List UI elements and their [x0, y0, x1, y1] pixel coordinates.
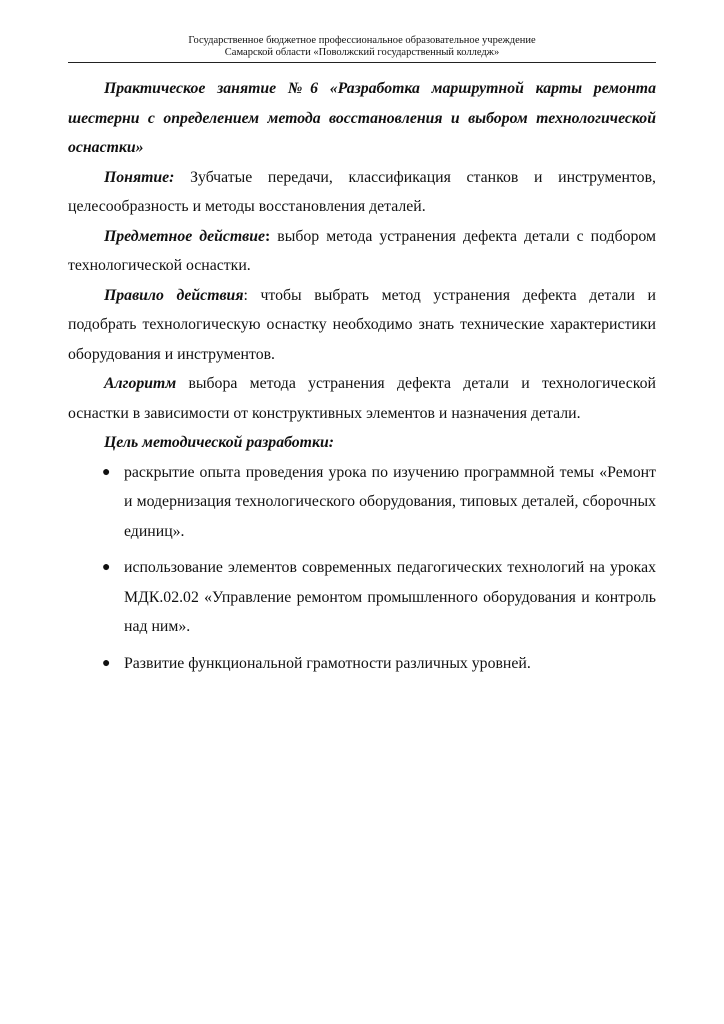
concept-label: Понятие: — [104, 168, 175, 186]
bullet-icon: ● — [102, 655, 111, 671]
list-item — [68, 458, 656, 547]
page-header — [68, 35, 656, 59]
goal-item-text: раскрытие опыта проведения урока по изучению программной темы «Ремонт и модернизация технологического оборудования, типовых деталей, сборочных единиц». — [124, 463, 656, 540]
action-rule-text: : чтобы выбрать метод устранения дефекта детали и подобрать технологическую оснастку необходимо знать технические характеристики оборудования и инструментов. — [68, 286, 656, 363]
header-divider — [68, 62, 656, 63]
subject-action-label: Предметное действие — [104, 227, 266, 245]
goal-heading: Цель методической разработки: — [104, 434, 335, 451]
algorithm-label: Алгоритм — [104, 375, 177, 392]
subject-action-text: выбор метода устранения дефекта детали с подбором технологической оснастки. — [68, 227, 657, 274]
list-item — [68, 553, 656, 642]
header-line-1: Государственное бюджетное профессиональное образовательное учреждение — [188, 35, 536, 46]
algorithm-text: выбора метода устранения дефекта детали и технологической оснастки в зависимости от конструктивных элементов и назначения детали. — [68, 375, 656, 422]
lesson-title: Практическое занятие №6 «Разработка маршрутной карты ремонта шестерни с определением метода восстановления и выбором технологической оснастки» — [68, 80, 656, 156]
goal-item-text: Развитие функциональной грамотности различных уровней. — [124, 654, 531, 672]
concept-text: Зубчатые передачи, классификация станков и инструментов, целесообразность и методы восстановления деталей. — [68, 168, 656, 215]
action-rule-paragraph — [68, 281, 656, 370]
algorithm-paragraph — [68, 369, 656, 428]
bullet-icon: ● — [102, 464, 111, 480]
list-item — [68, 649, 656, 679]
concept-paragraph — [68, 163, 656, 222]
goal-item-text: использование элементов современных педагогических технологий на уроках МДК.02.02 «Управление ремонтом промышленного оборудования и контроль над ним». — [124, 559, 656, 635]
subject-action-paragraph — [68, 222, 656, 281]
document-body — [68, 74, 656, 678]
goal-list — [68, 458, 656, 679]
subject-action-colon: : — [265, 227, 271, 245]
action-rule-label: Правило действия — [104, 286, 244, 304]
bullet-icon: ● — [102, 560, 111, 575]
header-line-2: Самарской области «Поволжский государственный колледж» — [224, 47, 500, 58]
